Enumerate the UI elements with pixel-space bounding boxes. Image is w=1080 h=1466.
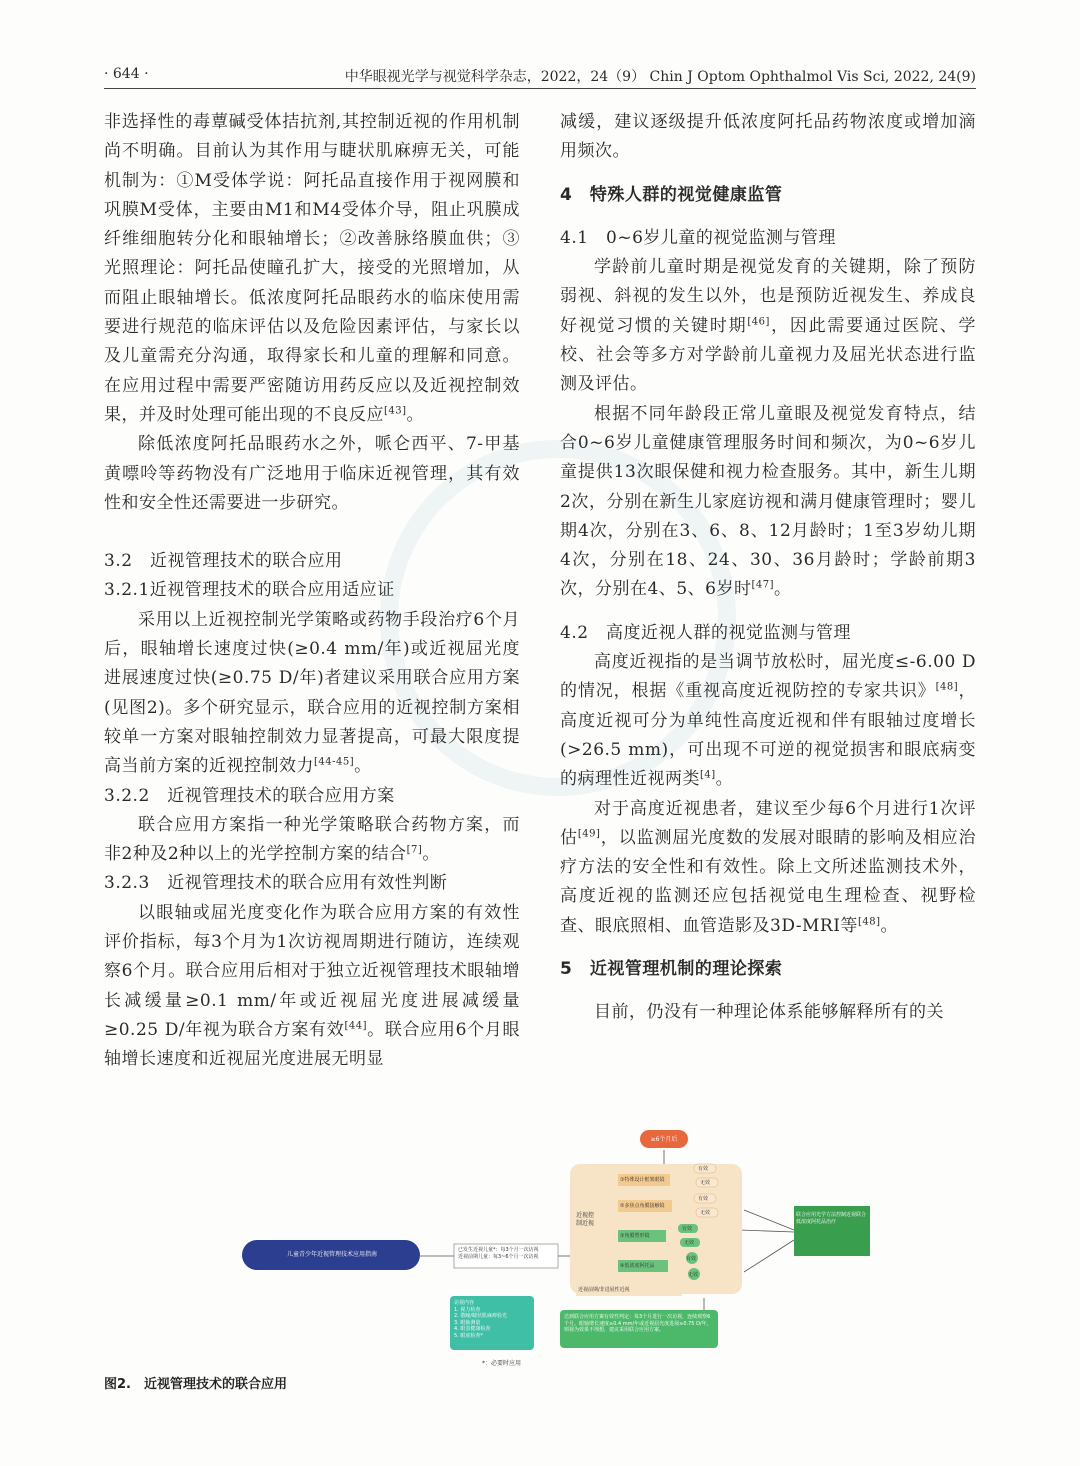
group-label: 近视控制近视 <box>576 1212 595 1227</box>
result-label: 有效 <box>686 1256 697 1262</box>
right-column <box>560 108 976 1028</box>
method-item: ①特殊设计框架眼镜 <box>620 1177 665 1183</box>
visit-content-item: 3. 眼轴测量 <box>454 1319 481 1326</box>
result-label: 无效 <box>700 1180 711 1186</box>
section-heading: 3.2 近视管理技术的联合应用 <box>104 551 343 572</box>
note-box-label: 达到联合应用方案有效性判定：每3个月进行一次访视，连续观察6个月。眼轴增长速度≥0.4 mm/年或近视屈光度进展≥0.75 D/年，则视为效果不理想，建议采用联合应用方案。 <box>564 1314 712 1333</box>
subsection-heading: 4.1 0~6岁儿童的视觉监测与管理 <box>560 227 836 248</box>
paragraph: 目前，仍没有一种理论体系能够解释所有的关 <box>594 1002 944 1023</box>
result-label: 无效 <box>684 1240 695 1246</box>
visit-content-item: 1. 视力检查 <box>454 1306 481 1313</box>
subsection-heading: 3.2.3 近视管理技术的联合应用有效性判断 <box>104 873 448 894</box>
paragraph: 高度近视指的是当调节放松时，屈光度≤-6.00 D的情况，根据《重视高度近视防控的专家共识》[48]，高度近视可分为单纯性高度近视和伴有眼轴过度增长(>26.5 mm)，可出现不可逆的视觉损害和眼底病变的病理性近视两类[4]。 <box>560 652 977 790</box>
combined-plan-label: 联合应用光学方法控制近视联合低浓度阿托品治疗 <box>796 1212 867 1225</box>
method-item: ④低浓度阿托品 <box>620 1263 655 1269</box>
result-label: 有效 <box>682 1226 693 1232</box>
paragraph: 非选择性的毒蕈碱受体拮抗剂,其控制近视的作用机制尚不明确。目前认为其作用与睫状肌麻痹无关，可能机制为：①M受体学说：阿托品直接作用于视网膜和巩膜M受体，主要由M1和M4受体介导，阻止巩膜成纤维细胞转分化和眼轴增长；②改善脉络膜血供；③光照理论：阿托品使瞳孔扩大，接受的光照增加，从而阻止眼轴增长。低浓度阿托品眼药水的临床使用需要进行规范的临床评估以及危险因素评估，与家长以及儿童需充分沟通，取得家长和儿童的理解和同意。在应用过程中需要严密随访用药反应以及近视控制效果，并及时处理可能出现的不良反应[43]。 <box>104 112 520 425</box>
visit-content-box <box>454 1300 532 1339</box>
paragraph: 减缓，建议逐级提升低浓度阿托品药物浓度或增加滴用频次。 <box>560 112 976 162</box>
subsection-heading: 3.2.1近视管理技术的联合应用适应证 <box>104 580 395 601</box>
journal-header: 中华眼视光学与视觉科学杂志，2022，24（9） Chin J Optom Ophthalmol Vis Sci, 2022, 24(9) <box>344 69 976 85</box>
paragraph: 对于高度近视患者，建议至少每6个月进行1次评估[49]，以监测屈光度数的发展对眼睛的影响及相应治疗方法的安全性和有效性。除上文所述监测技术外，高度近视的监测还应包括视觉电生理检查、视野检查、眼底照相、血管造影及3D-MRI等[48]。 <box>560 798 977 936</box>
left-column <box>104 108 520 1075</box>
result-label: 无效 <box>700 1210 711 1216</box>
result-label: 无效 <box>688 1272 699 1278</box>
section-heading: 4 特殊人群的视觉健康监管 <box>560 184 783 205</box>
visit-branch-label: 已发生近视儿童*：每3个月一次访视 近视前期儿童：每3~6个月一次访视 <box>458 1247 539 1260</box>
paragraph: 学龄前儿童时期是视觉发育的关键期，除了预防弱视、斜视的发生以外，也是预防近视发生、养成良好视觉习惯的关键时期[46]，因此需要通过医院、学校、社会等多方对学龄前儿童视力及屈光状态进行监测及评估。 <box>560 257 977 395</box>
method-item: ②多焦点角膜接触镜 <box>620 1203 665 1209</box>
top-tag-label: ≥6个月后 <box>650 1136 678 1143</box>
result-label: 有效 <box>698 1196 709 1202</box>
bottom-bar-label: 近视前期/非进展性近视 <box>578 1287 630 1293</box>
root-label: 儿童青少年近视管理技术应用指南 <box>286 1251 377 1258</box>
visit-content-item: 4. 眼表健康检查 <box>454 1326 491 1332</box>
visit-content-title: 访视内容 <box>454 1300 475 1306</box>
page-number: · 644 · <box>104 66 149 82</box>
figure-footnote: *：必要时应用 <box>482 1360 522 1367</box>
header-rule <box>104 88 976 89</box>
visit-content-item: 2. 散瞳/睫状肌麻痹验光 <box>454 1313 508 1319</box>
subsection-heading: 4.2 高度近视人群的视觉监测与管理 <box>560 622 852 643</box>
method-item: ③角膜塑形镜 <box>620 1233 650 1239</box>
subsection-heading: 3.2.2 近视管理技术的联合应用方案 <box>104 785 395 806</box>
result-label: 有效 <box>698 1166 709 1172</box>
paragraph: 以眼轴或屈光度变化作为联合应用方案的有效性评价指标，每3个月为1次访视周期进行随访，连续观察6个月。联合应用后相对于独立近视管理技术眼轴增长减缓量≥0.1 mm/年或近视屈光度进展减缓量≥0.25 D/年视为联合方案有效[44]。联合应用6个月眼轴增长速度和近视屈光度进展无明显 <box>104 902 520 1070</box>
paragraph: 根据不同年龄段正常儿童眼及视觉发育特点，结合0~6岁儿童健康管理服务时间和频次，为0~6岁儿童提供13次眼保健和视力检查服务。其中，新生儿期2次，分别在新生儿家庭访视和满月健康管理时；婴儿期4次，分别在3、6、8、12月龄时；1至3岁幼儿期4次，分别在18、24、30、36月龄时；学龄前期3次，分别在4、5、6岁时[47]。 <box>560 403 976 600</box>
figure-2 <box>104 1120 976 1380</box>
paragraph: 除低浓度阿托品眼药水之外，哌仑西平、7-甲基黄嘌呤等药物没有广泛地用于临床近视管理，其有效性和安全性还需要进一步研究。 <box>104 434 520 513</box>
paragraph: 采用以上近视控制光学策略或药物手段治疗6个月后，眼轴增长速度过快(≥0.4 mm/年)或近视屈光度进展速度过快(≥0.75 D/年)者建议采用联合应用方案(见图2)。多个研究显示，联合应用的近视控制方案相较单一方案对眼轴控制效力显著提高，可最大限度提高当前方案的近视控制效力[44-45]。 <box>104 609 520 777</box>
figure-caption: 图2. 近视管理技术的联合应用 <box>104 1377 287 1392</box>
paragraph: 联合应用方案指一种光学策略联合药物方案，而非2种及2种以上的光学控制方案的结合[7]。 <box>104 814 520 865</box>
visit-content-item: 5. 眼底检查* <box>454 1332 483 1339</box>
section-heading: 5 近视管理机制的理论探索 <box>560 959 783 980</box>
